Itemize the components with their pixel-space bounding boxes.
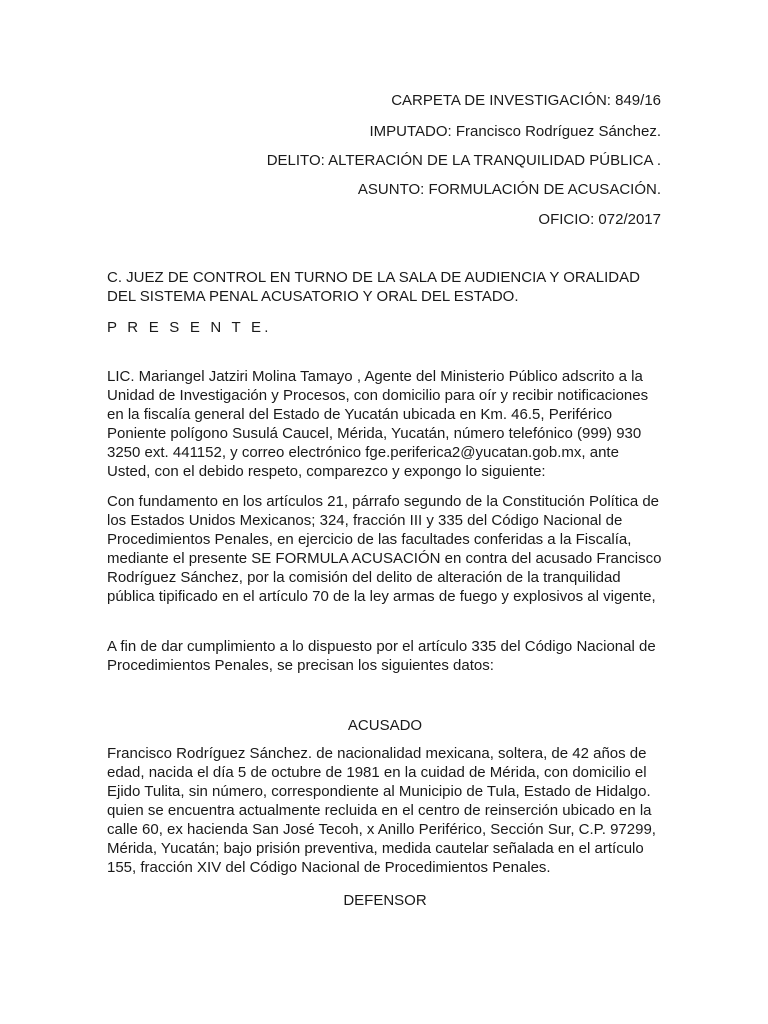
datos-paragraph: A fin de dar cumplimiento a lo dispuesto por el artículo 335 del Código Nacional de Procedimientos Penales, se precisan los siguientes datos: [107, 638, 656, 674]
carpeta-line: CARPETA DE INVESTIGACIÓN: 849/16 [391, 92, 661, 109]
addressee-block: C. JUEZ DE CONTROL EN TURNO DE LA SALA DE AUDIENCIA Y ORALIDAD DEL SISTEMA PENAL ACUSATORIO Y ORAL DEL ESTADO. [107, 269, 640, 305]
presente-line: P R E S E N T E. [107, 319, 272, 336]
fundamento-paragraph: Con fundamento en los artículos 21, párrafo segundo de la Constitución Política de los Estados Unidos Mexicanos; 324, fracción III y 335 del Código Nacional de Procedimientos Penales, en ejercicio de las facultades conferidas a la Fiscalía, mediante el presente SE FORMULA ACUSACIÓN en contra del acusado Francisco Rodríguez Sánchez, por la comisión del delito de alteración de la tranquilidad pública tipificado en el artículo 70 de la ley armas de fuego y explosivos al vigente, [107, 493, 662, 605]
imputado-line: IMPUTADO: Francisco Rodríguez Sánchez. [369, 123, 661, 140]
acusado-heading: ACUSADO [347, 717, 423, 734]
acusado-paragraph: Francisco Rodríguez Sánchez. de nacionalidad mexicana, soltera, de 42 años de edad, nacida el día 5 de octubre de 1981 en la cuidad de Mérida, con domicilio el Ejido Tulita, sin número, correspondiente al Municipio de Tula, Estado de Hidalgo. quien se encuentra actualmente recluida en el centro de reinserción ubicado en la calle 60, ex hacienda San José Tecoh, x Anillo Periférico, Sección Sur, C.P. 97299, Mérida, Yucatán; bajo prisión preventiva, medida cautelar señalada en el artículo 155, fracción XIV del Código Nacional de Procedimientos Penales. [107, 745, 656, 876]
asunto-line: ASUNTO: FORMULACIÓN DE ACUSACIÓN. [357, 181, 661, 198]
defensor-heading: DEFENSOR [343, 892, 427, 909]
intro-paragraph: LIC. Mariangel Jatziri Molina Tamayo , Agente del Ministerio Público adscrito a la Unidad de Investigación y Procesos, con domicilio para oír y recibir notificaciones en la fiscalía general del Estado de Yucatán ubicada en Km. 46.5, Periférico Poniente polígono Susulá Caucel, Mérida, Yucatán, número telefónico (999) 930 3250 ext. 441152, y correo electrónico fge.periferica2@yucatan.gob.mx, ante Usted, con el debido respeto, comparezco y expongo lo siguiente: [107, 368, 649, 480]
delito-line: DELITO: ALTERACIÓN DE LA TRANQUILIDAD PÚBLICA . [266, 152, 661, 169]
oficio-line: OFICIO: 072/2017 [538, 211, 661, 228]
